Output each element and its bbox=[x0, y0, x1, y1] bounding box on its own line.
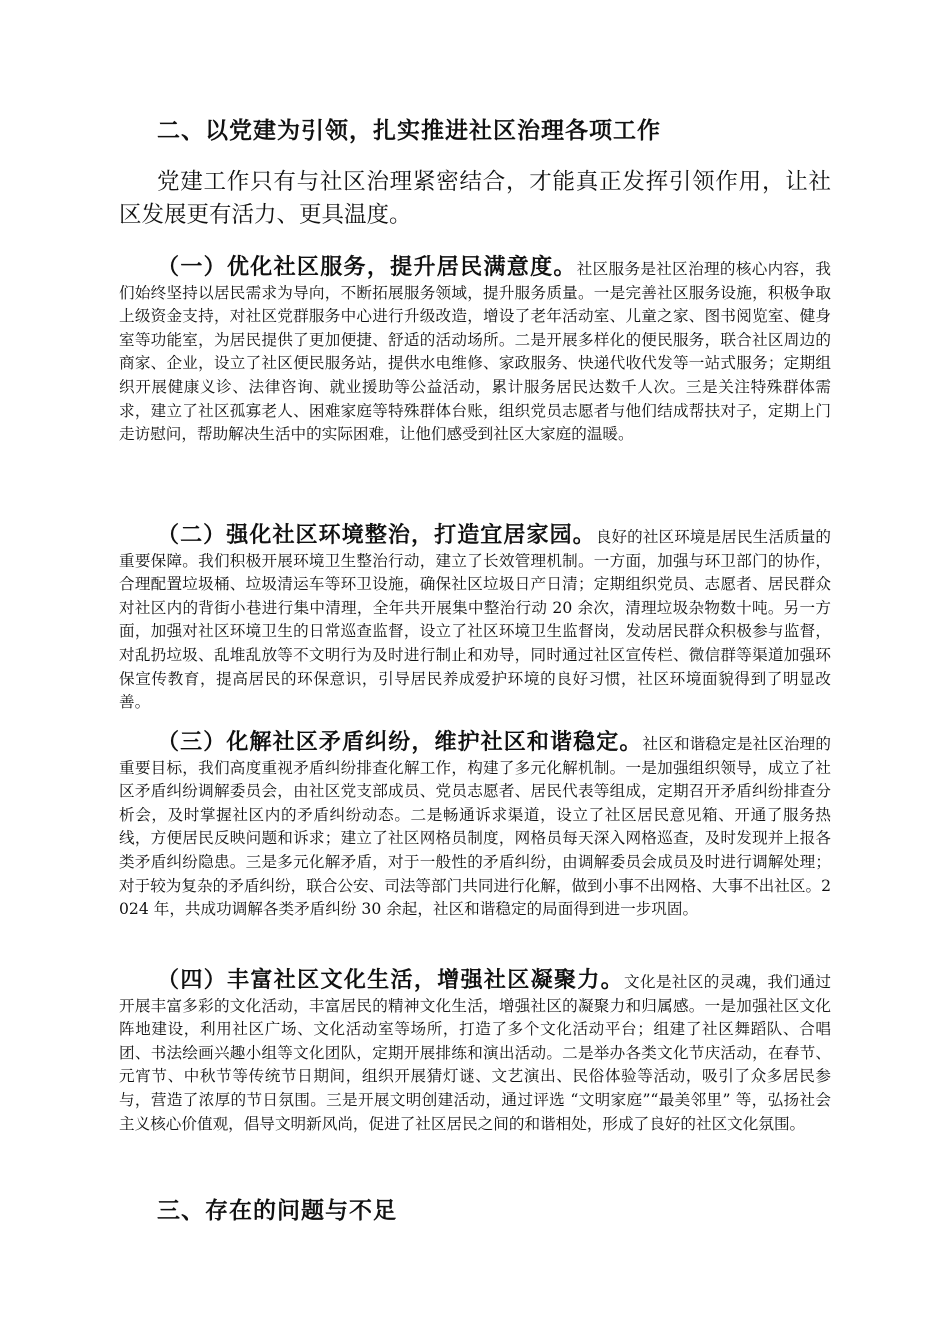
subsection-paragraph-3 bbox=[119, 731, 831, 922]
subsection-body-4: 文化是社区的灵魂，我们通过开展丰富多彩的文化活动，丰富居民的精神文化生活，增强社区的凝聚力和归属感。一是加强社区文化阵地建设，利用社区广场、文化活动室等场所，打造了多个文化活动平台；组建了社区舞蹈队、合唱团、书法绘画兴趣小组等文化团队，定期开展排练和演出活动。二是举办各类文化节庆活动，在春节、元宵节、中秋节等传统节日期间，组织开展猜灯谜、文艺演出、民俗体验等活动，吸引了众多居民参与，营造了浓厚的节日氛围。三是开展文明创建活动，通过评选 “文明家庭”“最美邻里” 等，弘扬社会主义核心价值观，倡导文明新风尚，促进了社区居民之间的和谐相处，形成了良好的社区文化氛围。 bbox=[119, 973, 831, 1133]
subsection-title-1: （一）优化社区服务，提升居民满意度。 bbox=[157, 255, 577, 280]
subsection-paragraph-1 bbox=[119, 256, 831, 447]
subsection-body-1: 社区服务是社区治理的核心内容，我们始终坚持以居民需求为导向，不断拓展服务领域，提升服务质量。一是完善社区服务设施，积极争取上级资金支持，对社区党群服务中心进行升级改造，增设了老年活动室、儿童之家、图书阅览室、健身室等功能室，为居民提供了更加便捷、舒适的活动场所。二是开展多样化的便民服务，联合社区周边的商家、企业，设立了社区便民服务站，提供水电维修、家政服务、快递代收代发等一站式服务；定期组织开展健康义诊、法律咨询、就业援助等公益活动，累计服务居民达数千人次。三是关注特殊群体需求，建立了社区孤寡老人、困难家庭等特殊群体台账，组织党员志愿者与他们结成帮扶对子，定期上门走访慰问，帮助解决生活中的实际困难，让他们感受到社区大家庭的温暖。 bbox=[119, 260, 831, 444]
subsection-title-3: （三）化解社区矛盾纠纷，维护社区和谐稳定。 bbox=[157, 730, 643, 755]
section-heading: 二、以党建为引领，扎实推进社区治理各项工作 bbox=[157, 118, 661, 144]
subsection-body-3: 社区和谐稳定是社区治理的重要目标，我们高度重视矛盾纠纷排查化解工作，构建了多元化解机制。一是加强组织领导，成立了社区矛盾纠纷调解委员会，由社区党支部成员、党员志愿者、居民代表等组成，定期召开矛盾纠纷排查分析会，及时掌握社区内的矛盾纠纷动态。二是畅通诉求渠道，设立了社区居民意见箱、开通了服务热线，方便居民反映问题和诉求；建立了社区网格员制度，网格员每天深入网格巡查，及时发现并上报各类矛盾纠纷隐患。三是多元化解矛盾，对于一般性的矛盾纠纷，由调解委员会成员及时进行调解处理；对于较为复杂的矛盾纠纷，联合公安、司法等部门共同进行化解，做到小事不出网格、大事不出社区。2024 年，共成功调解各类矛盾纠纷 30 余起，社区和谐稳定的局面得到进一步巩固。 bbox=[119, 735, 831, 919]
subsection-title-2: （二）强化社区环境整治，打造宜居家园。 bbox=[157, 523, 596, 548]
next-section-heading: 三、存在的问题与不足 bbox=[157, 1198, 397, 1224]
subsection-paragraph-2 bbox=[119, 524, 831, 715]
subsection-body-2: 良好的社区环境是居民生活质量的重要保障。我们积极开展环境卫生整治行动，建立了长效管理机制。一方面，加强与环卫部门的协作，合理配置垃圾桶、垃圾清运车等环卫设施，确保社区垃圾日产日清；定期组织党员、志愿者、居民群众对社区内的背街小巷进行集中清理，全年共开展集中整治行动 20 余次，清理垃圾杂物数十吨。另一方面，加强对社区环境卫生的日常巡查监督，设立了社区环境卫生监督岗，发动居民群众积极参与监督，对乱扔垃圾、乱堆乱放等不文明行为及时进行制止和劝导，同时通过社区宣传栏、微信群等渠道加强环保宣传教育，提高居民的环保意识，引导居民养成爱护环境的良好习惯，社区环境面貌得到了明显改善。 bbox=[119, 528, 831, 712]
intro-paragraph: 党建工作只有与社区治理紧密结合，才能真正发挥引领作用，让社区发展更有活力、更具温度。 bbox=[119, 169, 831, 228]
subsection-title-4: （四）丰富社区文化生活，增强社区凝聚力。 bbox=[157, 968, 625, 993]
subsection-paragraph-4 bbox=[119, 969, 831, 1136]
